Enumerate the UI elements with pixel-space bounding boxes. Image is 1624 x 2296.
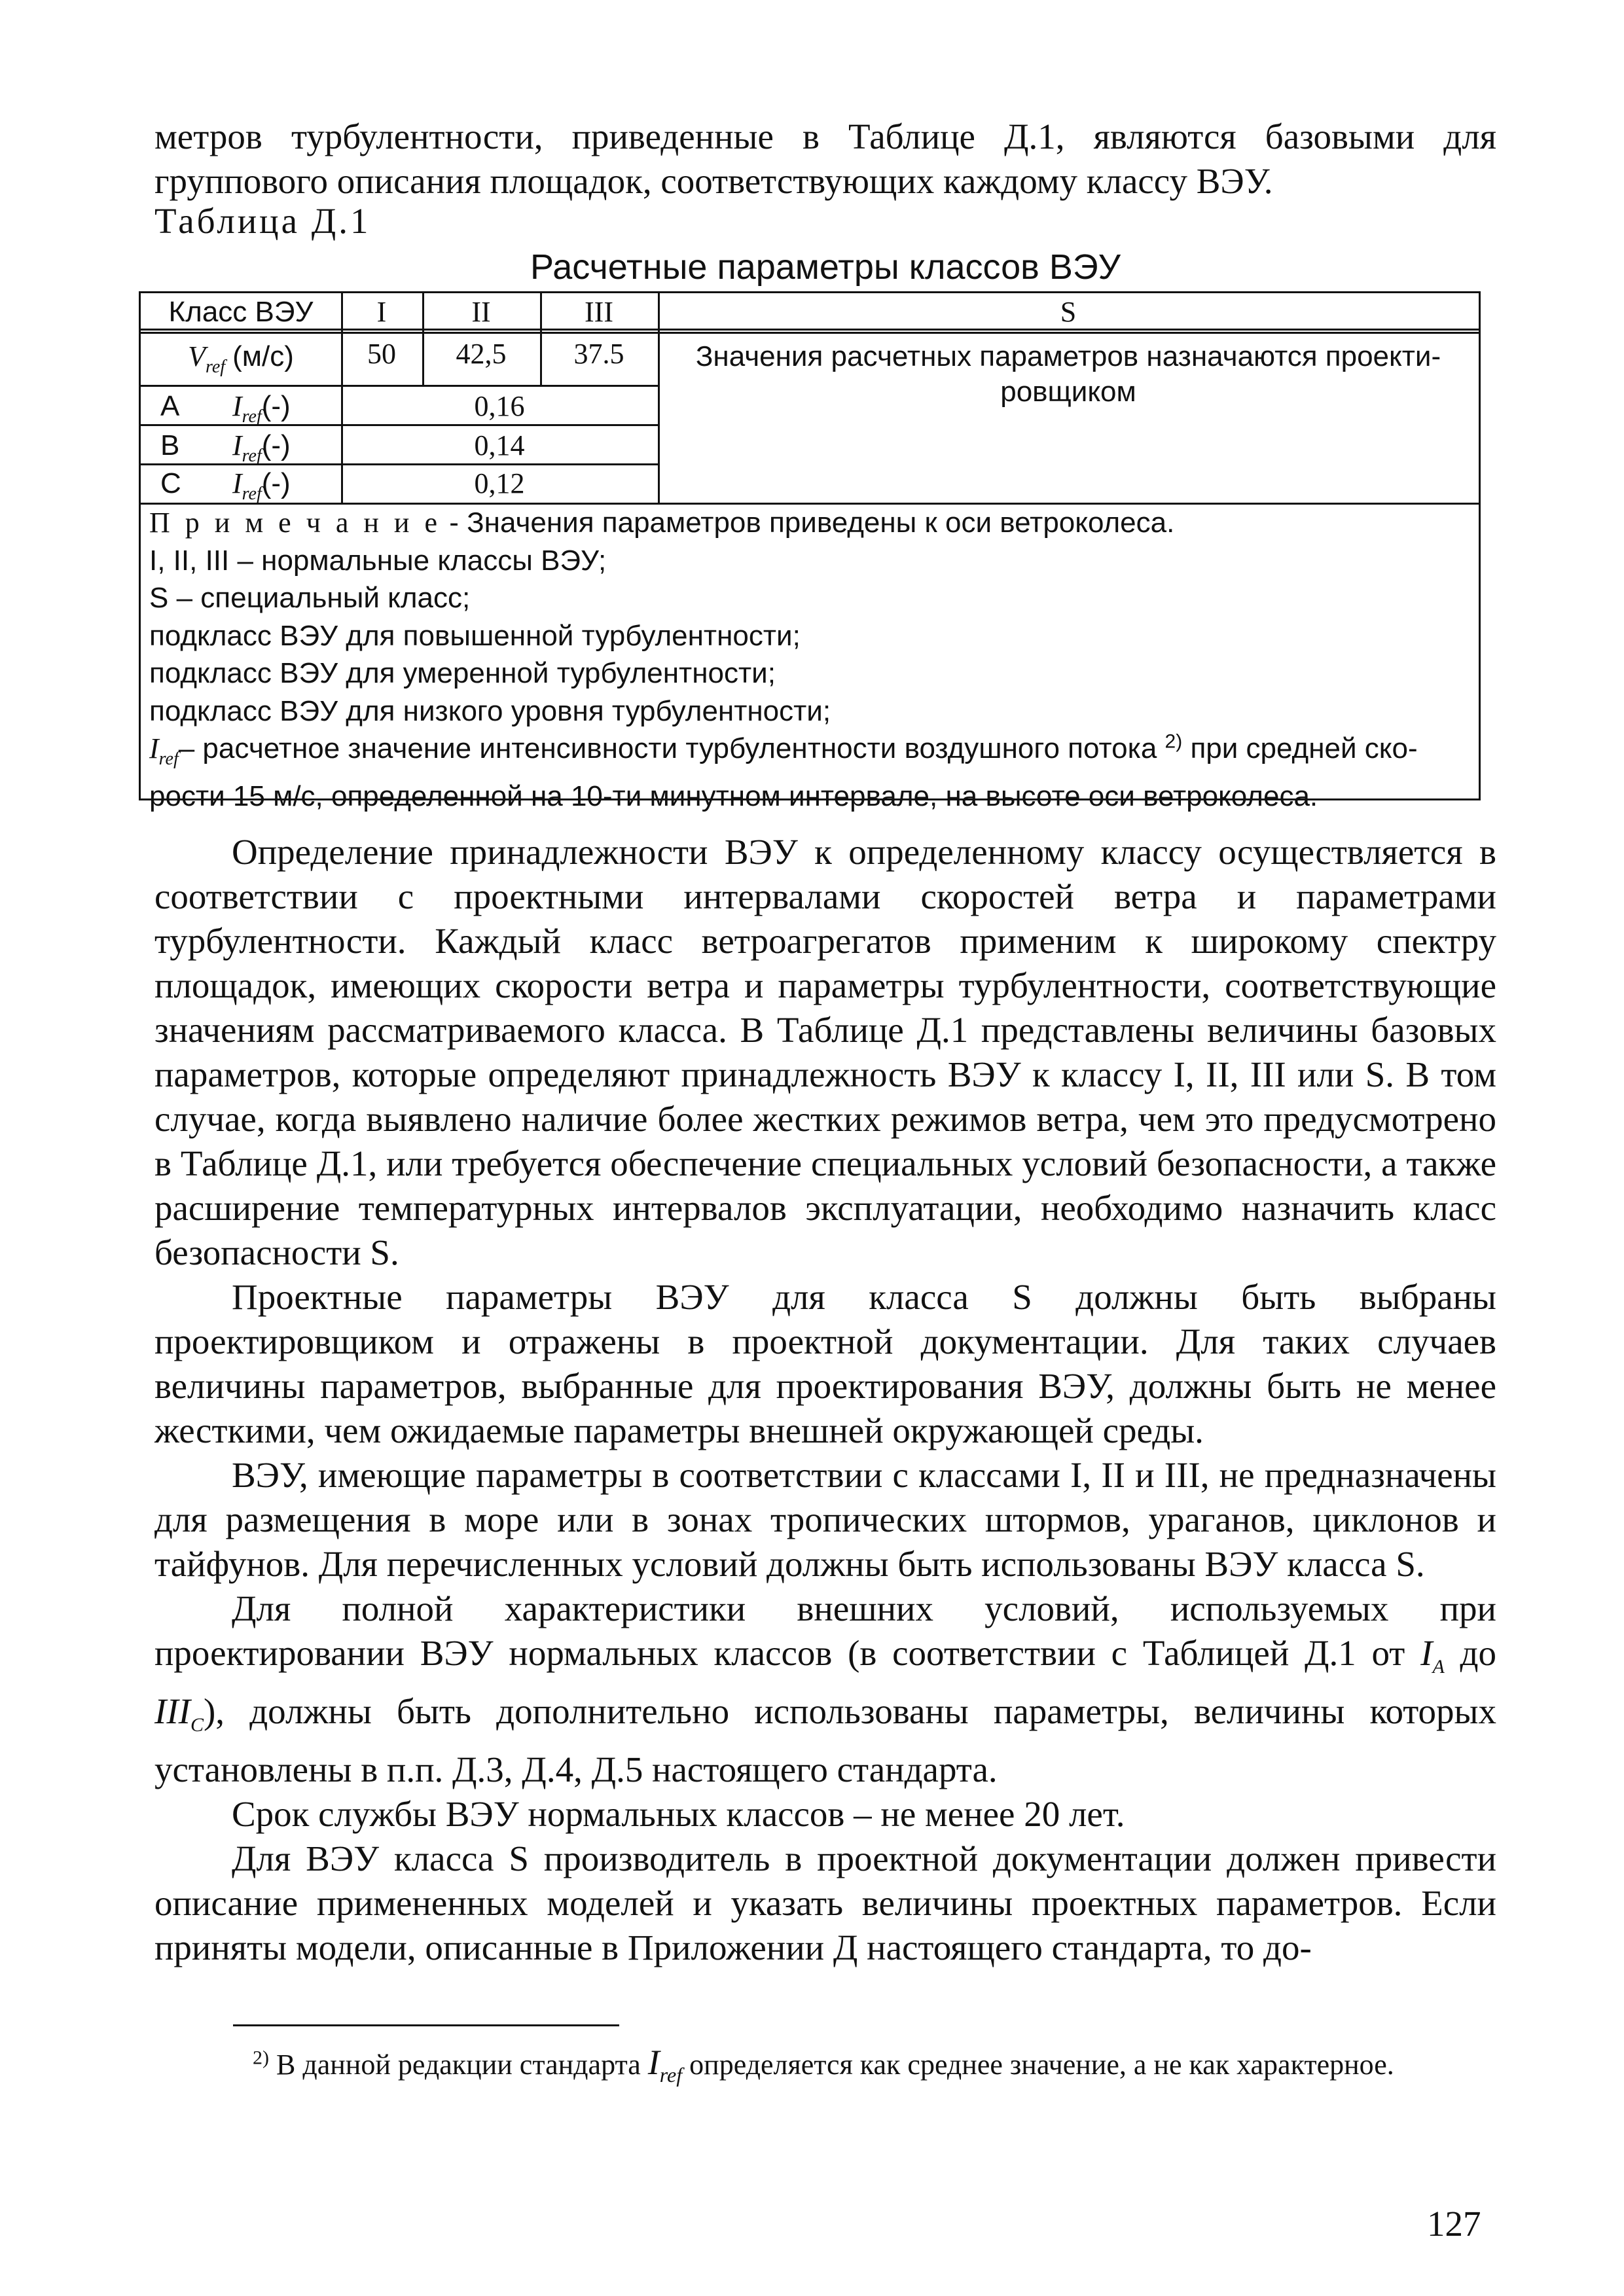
row-label-B: B <box>160 429 180 461</box>
note-line-1: П р и м е ч а н и е - Значения параметров приведены к оси ветроколеса. <box>149 507 1175 539</box>
header-col-I: I <box>376 296 387 328</box>
footnote-rule <box>233 2024 619 2026</box>
body-text <box>154 830 1496 1970</box>
row-symbol-B: $I_{ref}(-)$ <box>232 429 291 466</box>
header-class-label: Класс ВЭУ <box>168 296 314 328</box>
note-line-5: подкласс ВЭУ для умеренной турбулентности; <box>149 657 776 689</box>
vref-value-III: 37.5 <box>573 338 624 370</box>
row-label-A: A <box>160 390 180 422</box>
row-symbol-C: $I_{ref}(-)$ <box>232 467 291 504</box>
paragraph-5: Срок службы ВЭУ нормальных классов – не менее 20 лет. <box>232 1794 1125 1834</box>
row-symbol-A: $I_{ref}(-)$ <box>232 390 291 427</box>
paragraph-2: Проектные параметры ВЭУ для класса S должны быть выбраны проектировщиком и отражены в проектной документации. Для таких случаев величины параметров, выбранные для проектирования ВЭУ, должны быть не менее жесткими, чем ожидаемые параметры внешней окружающей среды. <box>154 1277 1496 1450</box>
intro-text <box>154 115 1496 204</box>
paragraph-4: Для полной характеристики внешних условий, используемых при проектировании ВЭУ нормальных классов (в соответствии с Таблицей Д.1 от $I_A$ до $III_C$), должны быть дополнительно использованы параметры, величины которых установлены в п.п. Д.3, Д.4, Д.5 настоящего стандарта. <box>154 1588 1497 1789</box>
table-hline <box>141 463 658 465</box>
paragraph-1: Определение принадлежности ВЭУ к определенному классу осуществляется в соответствии с проектными интервалами скоростей ветра и параметрами турбулентности. Каждый класс ветроагрегатов применим к широкому спектру площадок, имеющих скорости ветра и параметры турбулентности, соответствующие значениям рассматриваемого класса. В Таблице Д.1 представлены величины базовых параметров, которые определяют принадлежность ВЭУ к классу I, II, III или S. В том случае, когда выявлено наличие более жестких режимов ветра, чем это предусмотрено в Таблице Д.1, или требуется обеспечение специальных условий безопасности, а также расширение температурных интервалов эксплуатации, необходимо назначить класс безопасности S. <box>154 832 1496 1272</box>
vref-value-I: 50 <box>367 338 396 370</box>
vref-value-II: 42,5 <box>456 338 507 370</box>
note-line-3: S – специальный класс; <box>149 582 471 614</box>
page-number: 127 <box>1427 2204 1481 2244</box>
footnote: $^{2)}$ В данной редакции стандарта $I_{ref}$ определяется как среднее значение, а не как характерное. <box>253 2043 1394 2087</box>
note-line-2: I, II, III – нормальные классы ВЭУ; <box>149 544 607 577</box>
vref-label: $V_{ref}$ (м/с) <box>188 340 294 377</box>
table-note <box>149 504 1471 816</box>
row-value-A: 0,16 <box>474 390 525 422</box>
table-hline <box>141 385 658 387</box>
s-column-note: Значения расчетных параметров назначаются проекти-ровщиком <box>695 340 1441 408</box>
header-col-II: II <box>471 296 491 328</box>
row-value-C: 0,12 <box>474 467 525 499</box>
row-value-B: 0,14 <box>474 429 525 461</box>
note-line-8: рости 15 м/с, определенной на 10-ти минутном интервале, на высоте оси ветроколеса. <box>149 780 1318 813</box>
header-col-III: III <box>585 296 613 328</box>
row-label-C: C <box>160 467 181 499</box>
intro-paragraph: метров турбулентности, приведенные в Таблице Д.1, являются базовыми для группового описания площадок, соответствующих каждому классу ВЭУ. <box>154 117 1496 201</box>
note-line-7: $I_{ref}-$ расчетное значение интенсивности турбулентности воздушного потока $^{2)}$ при средней ско- <box>149 730 1418 769</box>
table-caption: Таблица Д.1 <box>154 201 371 241</box>
table-title: Расчетные параметры классов ВЭУ <box>530 247 1121 287</box>
note-line-4: подкласс ВЭУ для повышенной турбулентности; <box>149 619 801 652</box>
header-col-S: S <box>1060 296 1077 328</box>
paragraph-6: Для ВЭУ класса S производитель в проектной документации должен привести описание примененных моделей и указать величины проектных параметров. Если приняты модели, описанные в Приложении Д настоящего стандарта, то до- <box>154 1839 1496 1967</box>
note-line-6: подкласс ВЭУ для низкого уровня турбулентности; <box>149 694 831 727</box>
table-hline <box>141 424 658 426</box>
paragraph-3: ВЭУ, имеющие параметры в соответствии с классами I, II и III, не предназначены для размещения в море или в зонах тропических штормов, ураганов, циклонов и тайфунов. Для перечисленных условий должны быть использованы ВЭУ класса S. <box>154 1455 1496 1584</box>
